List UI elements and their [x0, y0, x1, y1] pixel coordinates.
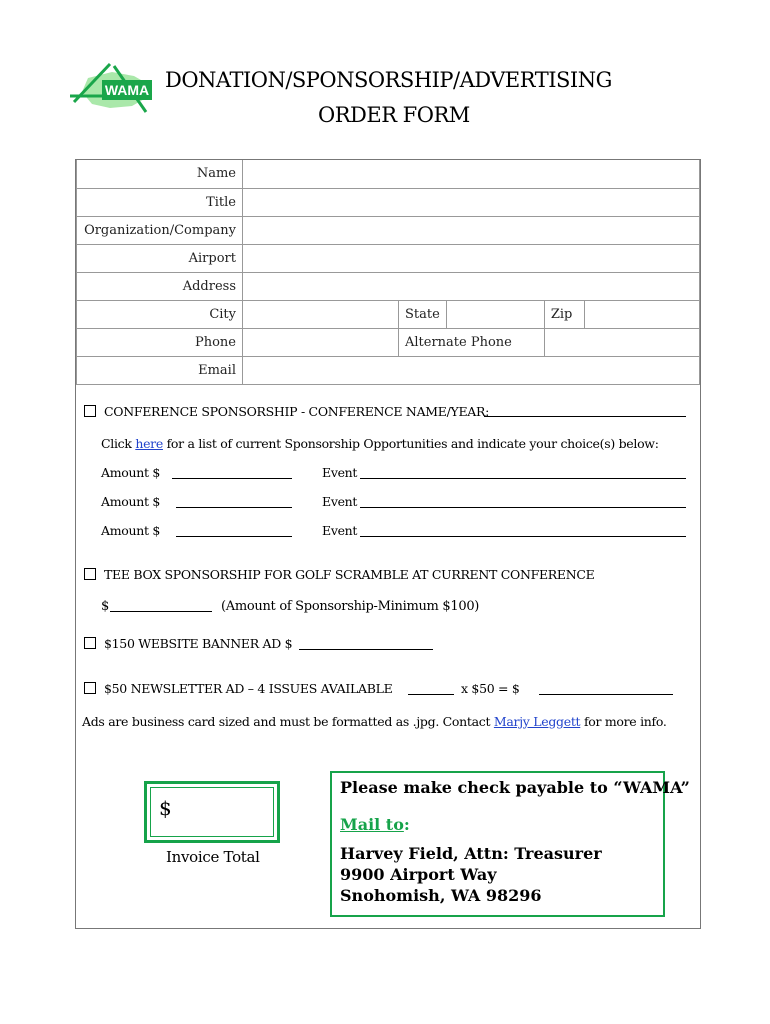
newsletter-ad-row — [84, 681, 392, 696]
event-label-1: Event — [322, 465, 358, 480]
name-label: Name — [77, 160, 243, 188]
tee-box-heading: TEE BOX SPONSORSHIP FOR GOLF SCRAMBLE AT CURRENT CONFERENCE — [104, 567, 595, 582]
zip-field[interactable] — [584, 300, 699, 328]
form-title-line1: DONATION/SPONSORSHIP/ADVERTISING — [165, 68, 612, 92]
newsletter-total-field[interactable] — [539, 682, 673, 695]
ads-note-prefix: Ads are business card sized and must be formatted as .jpg. Contact — [82, 714, 494, 729]
tee-box-dollar: $ — [101, 599, 109, 614]
amount-field-1[interactable] — [172, 466, 292, 479]
phone-label: Phone — [77, 328, 243, 356]
conference-sponsorship-checkbox[interactable] — [84, 405, 96, 417]
city-field[interactable] — [243, 300, 399, 328]
airport-label: Airport — [77, 244, 243, 272]
mail-to-colon: : — [403, 815, 410, 834]
sponsorship-instructions — [101, 436, 659, 451]
address-line-2: 9900 Airport Way — [340, 865, 497, 884]
invoice-total-label: Invoice Total — [166, 848, 260, 866]
email-field[interactable] — [243, 356, 700, 384]
mail-to-heading — [340, 815, 410, 834]
newsletter-multiplier: x $50 = $ — [461, 681, 520, 696]
amount-label-2: Amount $ — [101, 494, 161, 509]
event-field-3[interactable] — [360, 524, 686, 537]
zip-label: Zip — [544, 300, 584, 328]
wama-logo — [68, 58, 164, 120]
amount-field-2[interactable] — [176, 495, 292, 508]
address-label: Address — [77, 272, 243, 300]
svg-text:WAMA: WAMA — [104, 82, 150, 98]
newsletter-ad-label: $50 NEWSLETTER AD – 4 ISSUES AVAILABLE — [104, 681, 393, 696]
organization-label: Organization/Company — [77, 216, 243, 244]
check-payable-heading: Please make check payable to “WAMA” — [340, 778, 690, 797]
tee-box-amount-note: (Amount of Sponsorship-Minimum $100) — [221, 599, 480, 614]
phone-field[interactable] — [243, 328, 399, 356]
website-ad-label: $150 WEBSITE BANNER AD $ — [104, 636, 293, 651]
alternate-phone-field[interactable] — [544, 328, 699, 356]
website-ad-row — [84, 636, 292, 651]
event-field-2[interactable] — [360, 495, 686, 508]
organization-field[interactable] — [243, 216, 700, 244]
click-prefix: Click — [101, 436, 136, 451]
invoice-dollar-sign: $ — [159, 796, 172, 820]
event-label-3: Event — [322, 523, 358, 538]
ads-note — [82, 714, 667, 729]
title-label: Title — [77, 188, 243, 216]
event-label-2: Event — [322, 494, 358, 509]
newsletter-issues-field[interactable] — [408, 682, 454, 695]
sponsorship-opportunities-link[interactable]: here — [135, 436, 163, 451]
airport-field[interactable] — [243, 244, 700, 272]
ads-note-suffix: for more info. — [580, 714, 667, 729]
alternate-phone-label: Alternate Phone — [399, 328, 545, 356]
address-line-3: Snohomish, WA 98296 — [340, 886, 542, 905]
tee-box-row — [84, 567, 594, 582]
amount-label-1: Amount $ — [101, 465, 161, 480]
conference-sponsorship-row — [84, 404, 489, 419]
conference-sponsorship-heading: CONFERENCE SPONSORSHIP - CONFERENCE NAME/YEAR: — [104, 404, 490, 419]
mail-to-label: Mail to — [340, 815, 404, 834]
address-field[interactable] — [243, 272, 700, 300]
amount-field-3[interactable] — [176, 524, 292, 537]
state-field[interactable] — [446, 300, 544, 328]
contact-link[interactable]: Marjy Leggett — [493, 714, 581, 729]
form-title-line2: ORDER FORM — [318, 103, 470, 127]
website-ad-checkbox[interactable] — [84, 637, 96, 649]
state-label: State — [399, 300, 447, 328]
email-label: Email — [77, 356, 243, 384]
newsletter-ad-checkbox[interactable] — [84, 682, 96, 694]
amount-label-3: Amount $ — [101, 523, 161, 538]
city-label: City — [77, 300, 243, 328]
tee-box-amount-field[interactable] — [110, 599, 212, 612]
name-field[interactable] — [243, 160, 700, 188]
title-field[interactable] — [243, 188, 700, 216]
website-ad-amount-field[interactable] — [299, 637, 433, 650]
tee-box-checkbox[interactable] — [84, 568, 96, 580]
conference-name-year-field[interactable] — [484, 404, 686, 417]
event-field-1[interactable] — [360, 466, 686, 479]
address-line-1: Harvey Field, Attn: Treasurer — [340, 844, 602, 863]
click-suffix: for a list of current Sponsorship Opportunities and indicate your choice(s) below: — [162, 436, 659, 451]
contact-info-table — [76, 160, 700, 385]
